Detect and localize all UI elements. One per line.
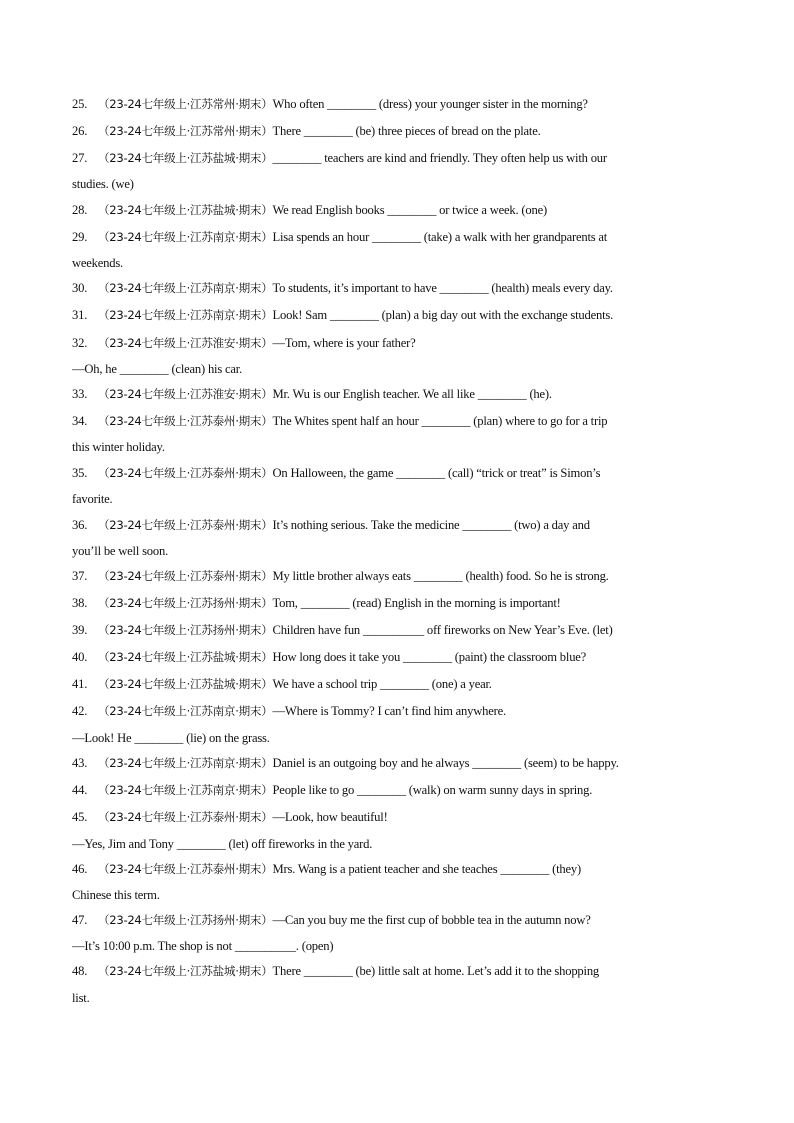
question-26 xyxy=(72,123,541,139)
question-source: （23-24七年级上·江苏南京·期末） xyxy=(98,756,273,770)
question-37 xyxy=(72,568,609,584)
question-number: 46. xyxy=(72,862,88,876)
question-source: （23-24七年级上·江苏盐城·期末） xyxy=(98,151,273,165)
question-text: —Tom, where is your father? xyxy=(272,336,416,350)
question-source: （23-24七年级上·江苏泰州·期末） xyxy=(98,862,273,876)
question-number: 34. xyxy=(72,414,88,428)
question-47 xyxy=(72,912,591,928)
question-number: 29. xyxy=(72,230,88,244)
question-36 xyxy=(72,517,590,533)
question-source: （23-24七年级上·江苏扬州·期末） xyxy=(98,913,273,927)
question-35 xyxy=(72,465,600,481)
question-number: 27. xyxy=(72,151,88,165)
question-44 xyxy=(72,782,592,798)
question-30 xyxy=(72,280,613,296)
question-number: 32. xyxy=(72,336,88,350)
question-source: （23-24七年级上·江苏南京·期末） xyxy=(98,230,273,244)
question-42 xyxy=(72,703,506,719)
question-source: （23-24七年级上·江苏盐城·期末） xyxy=(98,203,273,217)
question-number: 25. xyxy=(72,97,88,111)
question-source: （23-24七年级上·江苏常州·期末） xyxy=(98,97,273,111)
question-28 xyxy=(72,202,547,218)
question-source: （23-24七年级上·江苏南京·期末） xyxy=(98,783,273,797)
question-continuation: favorite. xyxy=(72,492,113,506)
question-number: 40. xyxy=(72,650,88,664)
question-number: 38. xyxy=(72,596,88,610)
question-32 xyxy=(72,335,416,351)
question-source: （23-24七年级上·江苏泰州·期末） xyxy=(98,466,273,480)
question-source: （23-24七年级上·江苏淮安·期末） xyxy=(98,387,273,401)
question-text: Tom, ________ (read) English in the morning is important! xyxy=(272,596,561,610)
question-38 xyxy=(72,595,561,611)
question-33 xyxy=(72,386,552,402)
question-number: 41. xyxy=(72,677,88,691)
question-48 xyxy=(72,963,599,979)
question-text: Who often ________ (dress) your younger sister in the morning? xyxy=(272,97,588,111)
question-text: There ________ (be) three pieces of bread on the plate. xyxy=(272,124,541,138)
question-number: 36. xyxy=(72,518,88,532)
question-source: （23-24七年级上·江苏扬州·期末） xyxy=(98,596,273,610)
question-continuation: this winter holiday. xyxy=(72,440,165,454)
question-source: （23-24七年级上·江苏泰州·期末） xyxy=(98,810,273,824)
question-31 xyxy=(72,307,613,323)
question-continuation: list. xyxy=(72,991,90,1005)
question-source: （23-24七年级上·江苏扬州·期末） xyxy=(98,623,273,637)
question-source: （23-24七年级上·江苏盐城·期末） xyxy=(98,964,273,978)
question-source: （23-24七年级上·江苏淮安·期末） xyxy=(98,336,273,350)
question-source: （23-24七年级上·江苏南京·期末） xyxy=(98,281,273,295)
question-text: Mrs. Wang is a patient teacher and she teaches ________ (they) xyxy=(272,862,581,876)
question-number: 45. xyxy=(72,810,88,824)
question-source: （23-24七年级上·江苏南京·期末） xyxy=(98,308,273,322)
question-continuation: —Oh, he ________ (clean) his car. xyxy=(72,362,243,376)
question-text: People like to go ________ (walk) on warm sunny days in spring. xyxy=(272,783,593,797)
question-source: （23-24七年级上·江苏南京·期末） xyxy=(98,704,273,718)
question-text: Mr. Wu is our English teacher. We all like ________ (he). xyxy=(272,387,552,401)
question-continuation: —It’s 10:00 p.m. The shop is not __________. (open) xyxy=(72,939,334,953)
question-text: There ________ (be) little salt at home. Let’s add it to the shopping xyxy=(272,964,600,978)
question-continuation: Chinese this term. xyxy=(72,888,160,902)
question-text: ________ teachers are kind and friendly. They often help us with our xyxy=(272,151,607,165)
question-number: 48. xyxy=(72,964,88,978)
question-source: （23-24七年级上·江苏盐城·期末） xyxy=(98,650,273,664)
question-46 xyxy=(72,861,581,877)
question-continuation: weekends. xyxy=(72,256,124,270)
question-source: （23-24七年级上·江苏泰州·期末） xyxy=(98,518,273,532)
question-29 xyxy=(72,229,607,245)
question-34 xyxy=(72,413,607,429)
question-25 xyxy=(72,96,588,112)
question-43 xyxy=(72,755,619,771)
question-number: 47. xyxy=(72,913,88,927)
question-number: 42. xyxy=(72,704,88,718)
question-number: 37. xyxy=(72,569,88,583)
question-text: We have a school trip ________ (one) a year. xyxy=(272,677,492,691)
question-text: The Whites spent half an hour ________ (plan) where to go for a trip xyxy=(272,414,608,428)
question-text: Look! Sam ________ (plan) a big day out with the exchange students. xyxy=(272,308,614,322)
question-continuation: —Look! He ________ (lie) on the grass. xyxy=(72,731,270,745)
question-text: Daniel is an outgoing boy and he always ________ (seem) to be happy. xyxy=(272,756,619,770)
question-text: We read English books ________ or twice a week. (one) xyxy=(272,203,547,217)
question-number: 33. xyxy=(72,387,88,401)
question-text: It’s nothing serious. Take the medicine ________ (two) a day and xyxy=(272,518,590,532)
question-source: （23-24七年级上·江苏泰州·期末） xyxy=(98,414,273,428)
question-number: 26. xyxy=(72,124,88,138)
question-40 xyxy=(72,649,586,665)
question-text: —Look, how beautiful! xyxy=(272,810,388,824)
question-continuation: —Yes, Jim and Tony ________ (let) off fireworks in the yard. xyxy=(72,837,373,851)
question-27 xyxy=(72,150,607,166)
question-text: Lisa spends an hour ________ (take) a walk with her grandparents at xyxy=(272,230,608,244)
question-number: 28. xyxy=(72,203,88,217)
question-source: （23-24七年级上·江苏常州·期末） xyxy=(98,124,273,138)
question-source: （23-24七年级上·江苏泰州·期末） xyxy=(98,569,273,583)
question-text: To students, it’s important to have ________ (health) meals every day. xyxy=(272,281,613,295)
question-45 xyxy=(72,809,388,825)
question-text: Children have fun __________ off fireworks on New Year’s Eve. (let) xyxy=(272,623,613,637)
question-41 xyxy=(72,676,492,692)
question-text: —Can you buy me the first cup of bobble tea in the autumn now? xyxy=(272,913,591,927)
question-continuation: you’ll be well soon. xyxy=(72,544,169,558)
question-text: How long does it take you ________ (paint) the classroom blue? xyxy=(272,650,587,664)
question-continuation: studies. (we) xyxy=(72,177,134,191)
question-text: My little brother always eats ________ (health) food. So he is strong. xyxy=(272,569,609,583)
question-source: （23-24七年级上·江苏盐城·期末） xyxy=(98,677,273,691)
question-text: —Where is Tommy? I can’t find him anywhere. xyxy=(272,704,506,718)
question-number: 39. xyxy=(72,623,88,637)
question-number: 30. xyxy=(72,281,88,295)
question-number: 44. xyxy=(72,783,88,797)
question-number: 31. xyxy=(72,308,88,322)
question-number: 35. xyxy=(72,466,88,480)
question-number: 43. xyxy=(72,756,88,770)
question-text: On Halloween, the game ________ (call) “trick or treat” is Simon’s xyxy=(272,466,601,480)
question-39 xyxy=(72,622,613,638)
